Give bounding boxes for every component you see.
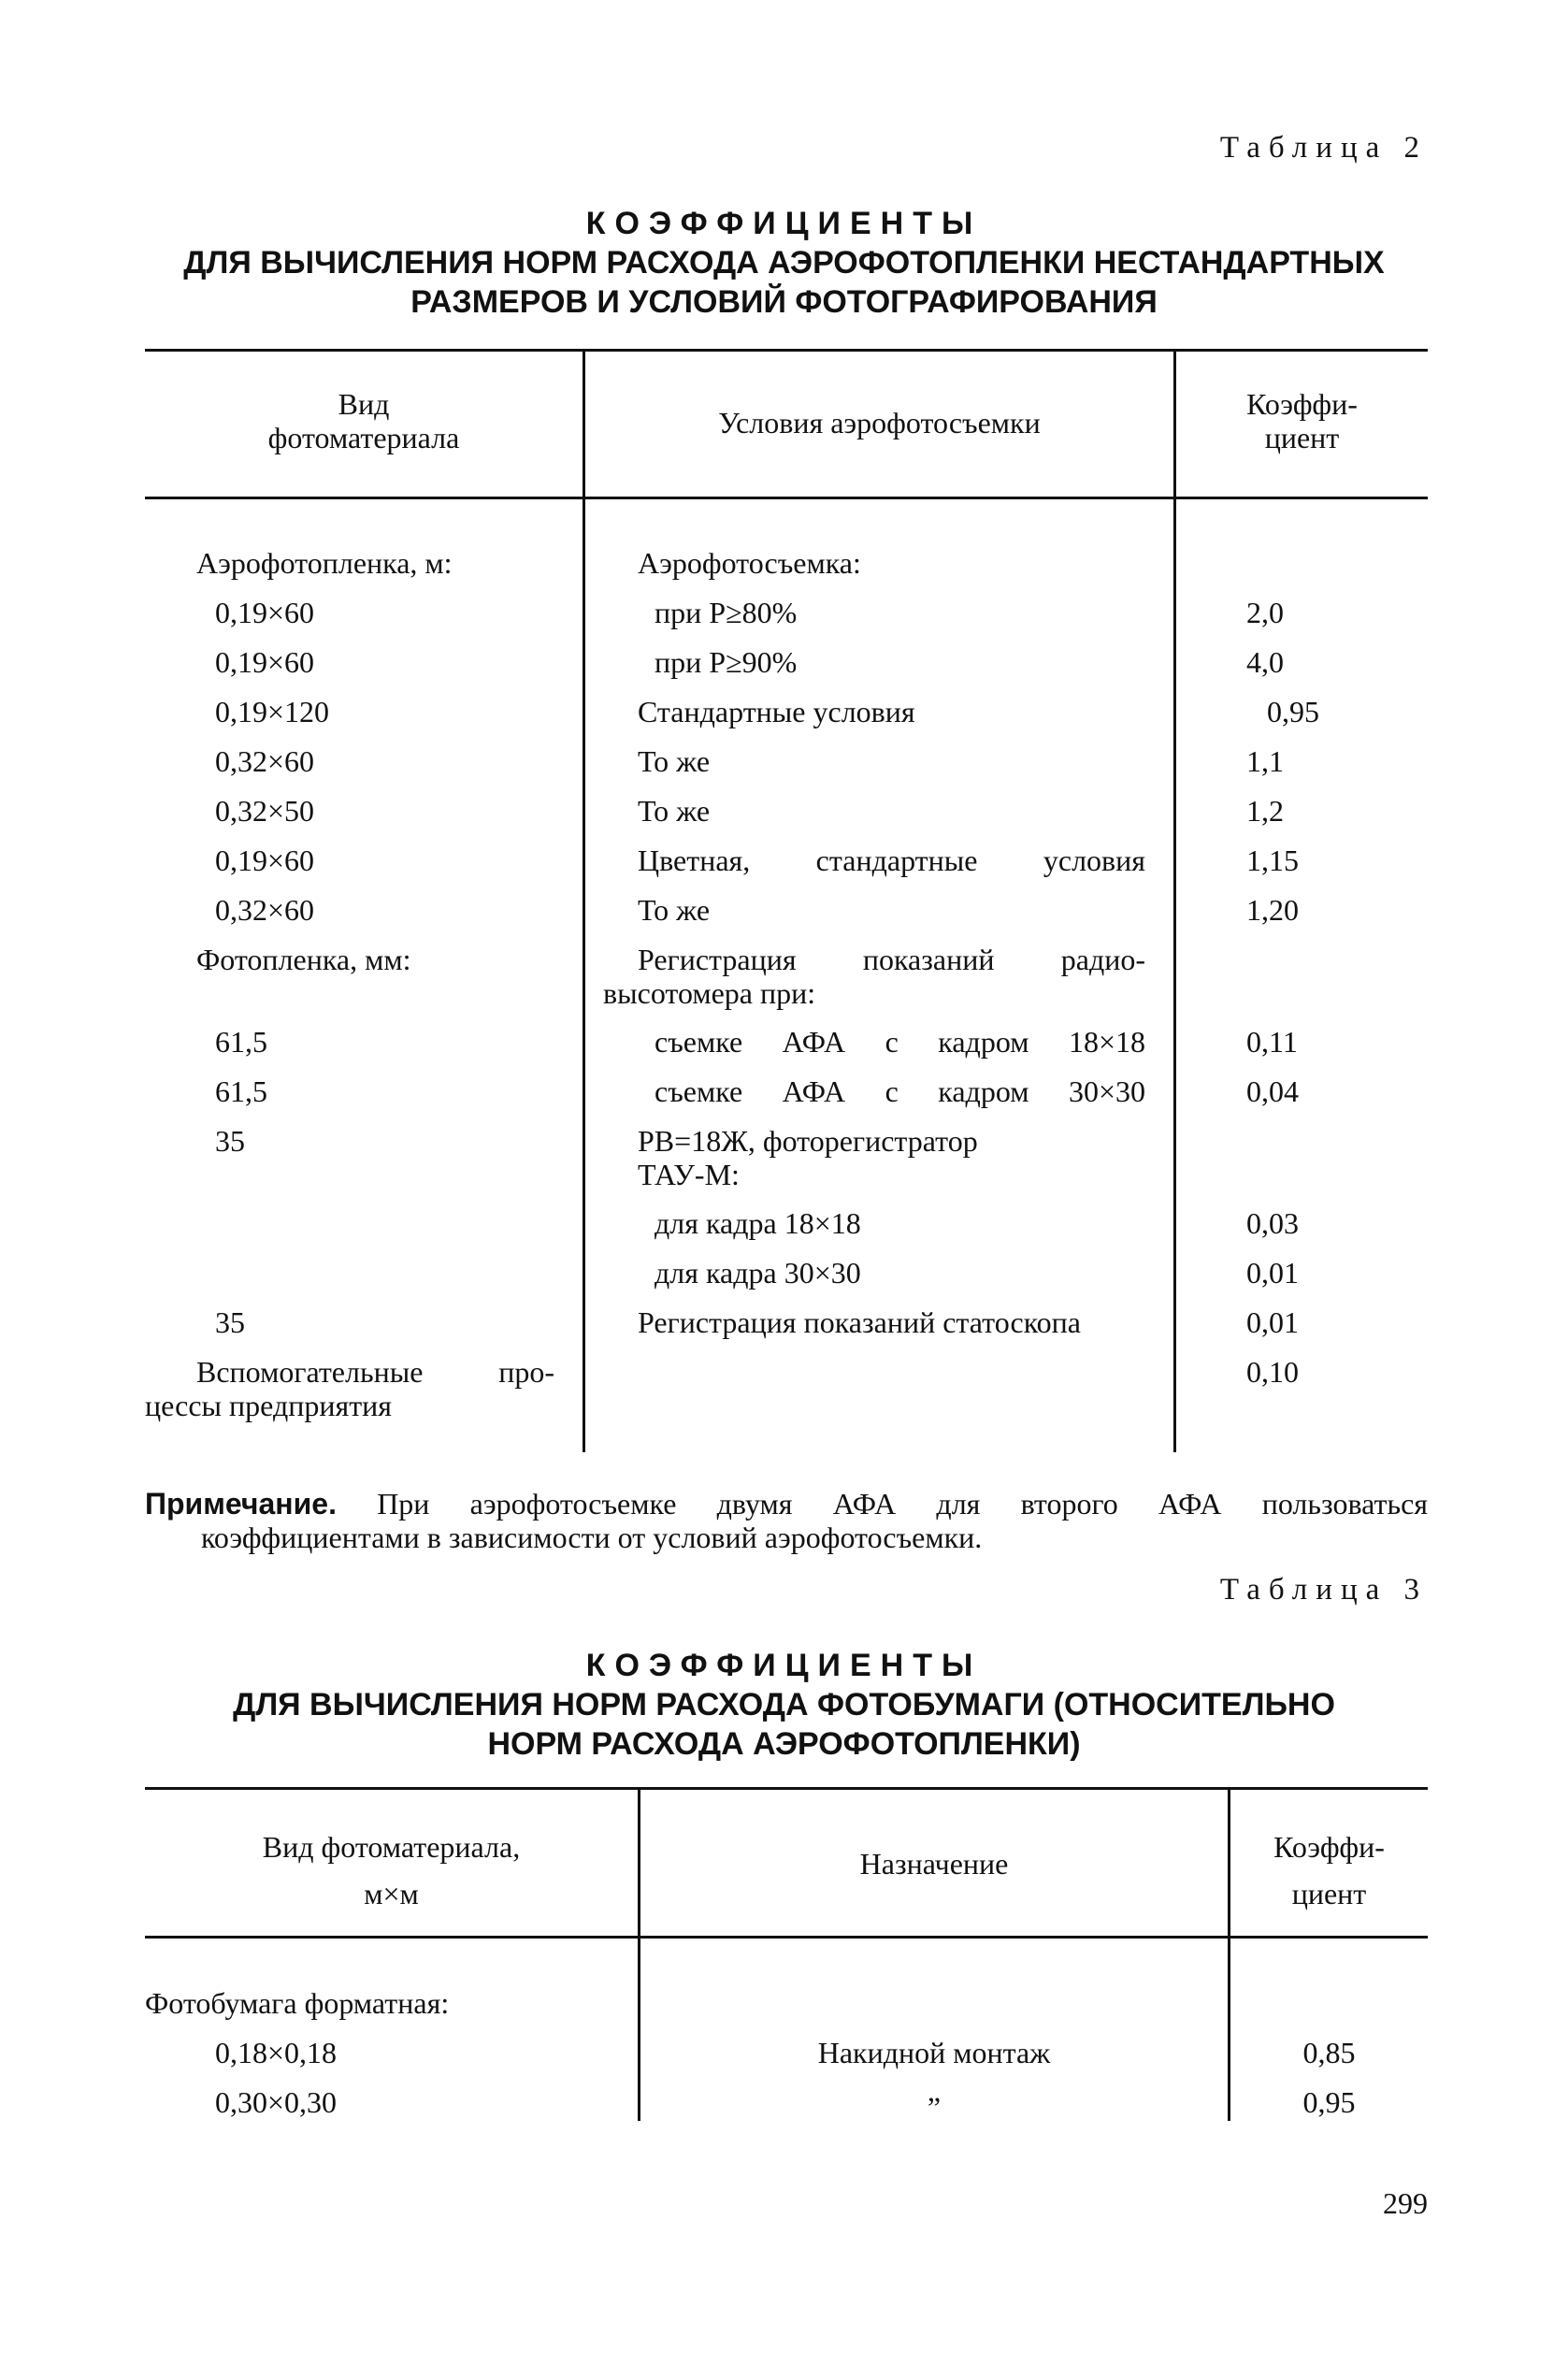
note-label: Примечание. [145,1487,337,1521]
table2-row-material: 0,32×60 [215,893,315,927]
table2-row-condition: То же [638,794,711,828]
header-line: Вид фотоматериала, [262,1830,521,1864]
table2-row-coef: 0,01 [1246,1256,1299,1290]
note-first-line [145,1487,1428,1521]
table3-header-purpose: Назначение [859,1847,1009,1881]
table2-note [145,1487,1428,1554]
table2-row-material: 0,19×60 [215,843,315,877]
header-line: циент [1291,1877,1367,1910]
table2-row-material: 61,5 [215,1074,267,1108]
table2-row-coef: 1,15 [1246,843,1299,877]
table2-header-coef [1176,387,1428,454]
header-line: Вид [338,387,390,421]
table3-row-material: 0,30×0,30 [215,2085,338,2119]
table2-row-coef: 2,0 [1246,596,1284,629]
header-line: циент [1264,421,1340,454]
table2-row-condition: съемке АФА с кадром 18×18 [655,1025,1145,1059]
table2-row-condition: Регистрация показаний статоскопа [638,1305,1081,1339]
table2-row-condition: Цветная, стандартные условия [638,843,1145,877]
table3-label: Таблица 3 [1219,1573,1428,1607]
table3-row-purpose: Накидной монтаж [817,2036,1051,2069]
table2-row-condition: То же [638,744,711,778]
table2-row-condition: для кадра 18×18 [655,1206,861,1240]
table2-row-condition: Регистрация показаний радио- [638,943,1145,976]
table3-col-divider-1 [638,1787,640,2121]
table2-row-coef: 0,04 [1246,1074,1299,1108]
table2-row-material: Фотопленка, мм: [196,943,411,976]
table2-row-material: Аэрофотопленка, м: [196,546,453,580]
table3-header-material [145,1823,638,1917]
table2-row-coef: 1,2 [1246,794,1284,828]
table2-header-rule [145,497,1428,499]
table2-row-condition: при Р≥90% [655,645,798,679]
table2-row-condition: Аэрофотосъемка: [638,546,861,580]
table2-row-material: 0,19×60 [215,645,315,679]
table2-label: Таблица 2 [1219,131,1428,165]
table2-row-condition: То же [638,893,711,927]
table2-row-coef: 0,95 [1267,695,1319,728]
table2-col-divider-1 [583,349,585,1452]
table2-row-material: 0,19×120 [215,695,330,728]
table2-row-condition: РВ=18Ж, фоторегистратор [638,1124,978,1158]
table2-row-coef: 4,0 [1246,645,1284,679]
table3-row-coef: 0,95 [1302,2085,1356,2119]
page-number: 299 [1383,2186,1428,2220]
table2-top-rule [145,349,1428,352]
table2-header-material [145,387,583,454]
table2-row-material: 0,32×50 [215,794,315,828]
table2-row-material: 61,5 [215,1025,267,1059]
table3-title-line2: ДЛЯ ВЫЧИСЛЕНИЯ НОРМ РАСХОДА ФОТОБУМАГИ (ОТНОСИТЕЛЬНО [233,1687,1335,1723]
note-text: При аэрофотосъемке двумя АФА для второго АФА пользоваться [377,1487,1429,1521]
table3-header-rule [145,1936,1428,1939]
table3-title-line1: КОЭФФИЦИЕНТЫ [585,1648,983,1683]
table2-row-material: 0,19×60 [215,596,315,629]
table2-row-condition-cont: высотомера при: [603,976,816,1010]
table3-row-material: Фотобумага форматная: [145,1986,450,2020]
table2-row-coef: 1,20 [1246,893,1299,927]
header-line: фотоматериала [267,421,460,454]
table2-title-line2: ДЛЯ ВЫЧИСЛЕНИЯ НОРМ РАСХОДА АЭРОФОТОПЛЕНКИ НЕСТАНДАРТНЫХ [183,245,1385,281]
table2-row-material-cont: цессы предприятия [145,1389,393,1422]
table2-row-condition: при Р≥80% [655,596,798,629]
table3-title-line3: НОРМ РАСХОДА АЭРОФОТОПЛЕНКИ) [487,1726,1081,1762]
table2-row-condition-cont: ТАУ-М: [638,1158,740,1191]
table2-header-conditions: Условия аэрофотосъемки [718,406,1041,440]
table2-row-coef: 0,03 [1246,1206,1299,1240]
table2-row-material: 0,32×60 [215,744,315,778]
table2-title-line3: РАЗМЕРОВ И УСЛОВИЙ ФОТОГРАФИРОВАНИЯ [410,284,1158,320]
table3-top-rule [145,1787,1428,1790]
table2-row-material: Вспомогательные про- [196,1355,554,1389]
table2-title [140,204,1428,322]
table2-row-material: 35 [215,1124,245,1158]
table2-row-condition: Стандартные условия [638,695,915,728]
table3-row-material: 0,18×0,18 [215,2036,338,2069]
table3-row-purpose: „ [927,2074,942,2108]
table2-row-coef: 1,1 [1246,744,1284,778]
table3-row-coef: 0,85 [1302,2036,1356,2069]
table2-row-condition: для кадра 30×30 [655,1256,861,1290]
table2-row-condition: съемке АФА с кадром 30×30 [655,1074,1145,1108]
table2-row-coef: 0,01 [1246,1305,1299,1339]
table3-title [140,1646,1428,1764]
table2-col-divider-2 [1173,349,1176,1452]
table2-row-material: 35 [215,1305,245,1339]
table2-row-coef: 0,10 [1246,1355,1299,1389]
note-second-line: коэффициентами в зависимости от условий аэрофотосъемки. [201,1521,983,1554]
table3-header-coef [1230,1823,1428,1917]
table2-row-coef: 0,11 [1246,1025,1298,1059]
table2-title-line1: КОЭФФИЦИЕНТЫ [585,206,983,241]
header-line: Коэффи- [1246,387,1358,421]
header-line: м×м [364,1877,419,1910]
header-line: Коэффи- [1273,1830,1385,1864]
